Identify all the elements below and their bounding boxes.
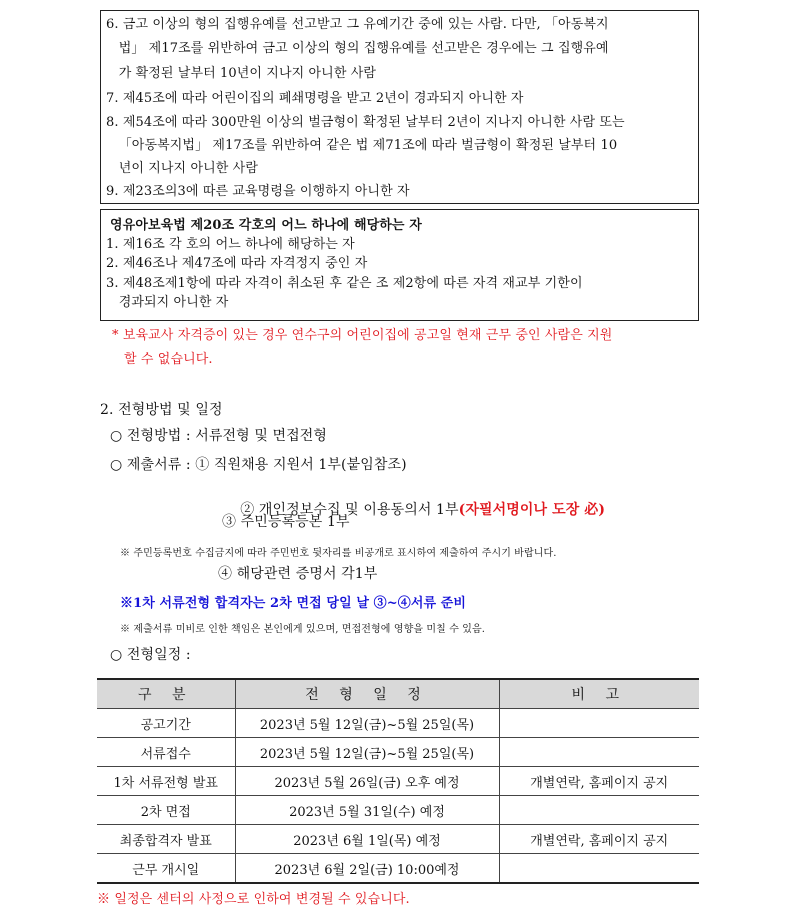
box2-line: 경과되지 아니한 자 [106, 295, 229, 310]
box2-line: 2. 제46조나 제47조에 따라 자격정지 중인 자 [106, 256, 368, 271]
row-schedule: 2023년 6월 1일(목) 예정 [235, 825, 499, 854]
row-category: 2차 면접 [97, 796, 235, 825]
row-remarks [499, 854, 699, 884]
required-doc-4: ④ 해당관련 증명서 각1부 [218, 566, 378, 582]
box1-line: 8. 제54조에 따라 300만원 이상의 벌금형이 확정된 날부터 2년이 지나지 아니한 사람 또는 [106, 115, 625, 130]
box2-title: 영유아보육법 제20조 각호의 어느 하나에 해당하는 자 [110, 218, 422, 233]
row-schedule: 2023년 5월 12일(금)~5월 25일(목) [235, 709, 499, 738]
header-schedule: 전 형 일 정 [235, 679, 499, 709]
row-remarks: 개별연락, 홈페이지 공지 [499, 767, 699, 796]
required-doc-2-text: ② 개인정보수집 및 이용동의서 1부 [240, 502, 459, 518]
table-header-row [97, 679, 699, 709]
row-category: 최종합격자 발표 [97, 825, 235, 854]
section-heading: 2. 전형방법 및 일정 [100, 402, 223, 418]
header-category: 구 분 [97, 679, 235, 709]
row-schedule: 2023년 6월 2일(금) 10:00예정 [235, 854, 499, 884]
resident-number-note: ※ 주민등록번호 수집금지에 따라 주민번호 뒷자리를 비공개로 표시하여 제출하여 주시기 바랍니다. [120, 548, 557, 559]
table-row [97, 796, 699, 825]
responsibility-note: ※ 제출서류 미비로 인한 책임은 본인에게 있으며, 면접전형에 영향을 미칠 수 있음. [120, 624, 486, 635]
schedule-table [97, 678, 699, 884]
selection-method: ○ 전형방법 : 서류전형 및 면접전형 [110, 428, 327, 444]
table-row [97, 854, 699, 884]
row-schedule: 2023년 5월 31일(수) 예정 [235, 796, 499, 825]
table-row [97, 738, 699, 767]
box2-line: 3. 제48조제1항에 따라 자격이 취소된 후 같은 조 제2항에 따른 자격 재교부 기한이 [106, 276, 583, 291]
row-category: 근무 개시일 [97, 854, 235, 884]
header-remarks: 비 고 [499, 679, 699, 709]
signature-requirement: (자필서명이나 도장 必) [458, 502, 606, 518]
box1-line: 6. 금고 이상의 형의 집행유예를 선고받고 그 유예기간 중에 있는 사람. 다만, 「아동복지 [106, 17, 609, 32]
required-docs: ○ 제출서류 : ① 직원채용 지원서 1부(붙임참조) [110, 457, 407, 473]
box1-line: 년이 지나지 아니한 사람 [106, 161, 258, 176]
box2-line: 1. 제16조 각 호의 어느 하나에 해당하는 자 [106, 237, 355, 252]
box1-line: 가 확정된 날부터 10년이 지나지 아니한 사람 [106, 66, 377, 81]
row-category: 1차 서류전형 발표 [97, 767, 235, 796]
table-row [97, 767, 699, 796]
box1-line: 「아동복지법」 제17조를 위반하여 같은 법 제71조에 따라 벌금형이 확정된 날부터 10 [106, 138, 618, 153]
box1-line: 법」 제17조를 위반하여 금고 이상의 형의 집행유예를 선고받은 경우에는 그 집행유예 [106, 41, 609, 56]
row-remarks [499, 738, 699, 767]
row-remarks [499, 709, 699, 738]
schedule-label: ○ 전형일정 : [110, 647, 191, 663]
table-row [97, 825, 699, 854]
qualification-notice: * 보육교사 자격증이 있는 경우 연수구의 어린이집에 공고일 현재 근무 중인 사람은 지원 [112, 328, 613, 343]
required-doc-3: ③ 주민등록등본 1부 [222, 514, 350, 530]
row-remarks: 개별연락, 홈페이지 공지 [499, 825, 699, 854]
row-remarks [499, 796, 699, 825]
row-category: 서류접수 [97, 738, 235, 767]
box1-line: 9. 제23조의3에 따른 교육명령을 이행하지 아니한 자 [106, 184, 410, 199]
row-schedule: 2023년 5월 12일(금)~5월 25일(목) [235, 738, 499, 767]
schedule-change-note: ※ 일정은 센터의 사정으로 인하여 변경될 수 있습니다. [97, 892, 410, 907]
table-row [97, 709, 699, 738]
qualification-notice-cont: 할 수 없습니다. [124, 352, 213, 367]
row-category: 공고기간 [97, 709, 235, 738]
row-schedule: 2023년 5월 26일(금) 오후 예정 [235, 767, 499, 796]
box1-line: 7. 제45조에 따라 어린이집의 폐쇄명령을 받고 2년이 경과되지 아니한 자 [106, 91, 524, 106]
interview-docs-note: ※1차 서류전형 합격자는 2차 면접 당일 날 ③~④서류 준비 [120, 596, 467, 611]
